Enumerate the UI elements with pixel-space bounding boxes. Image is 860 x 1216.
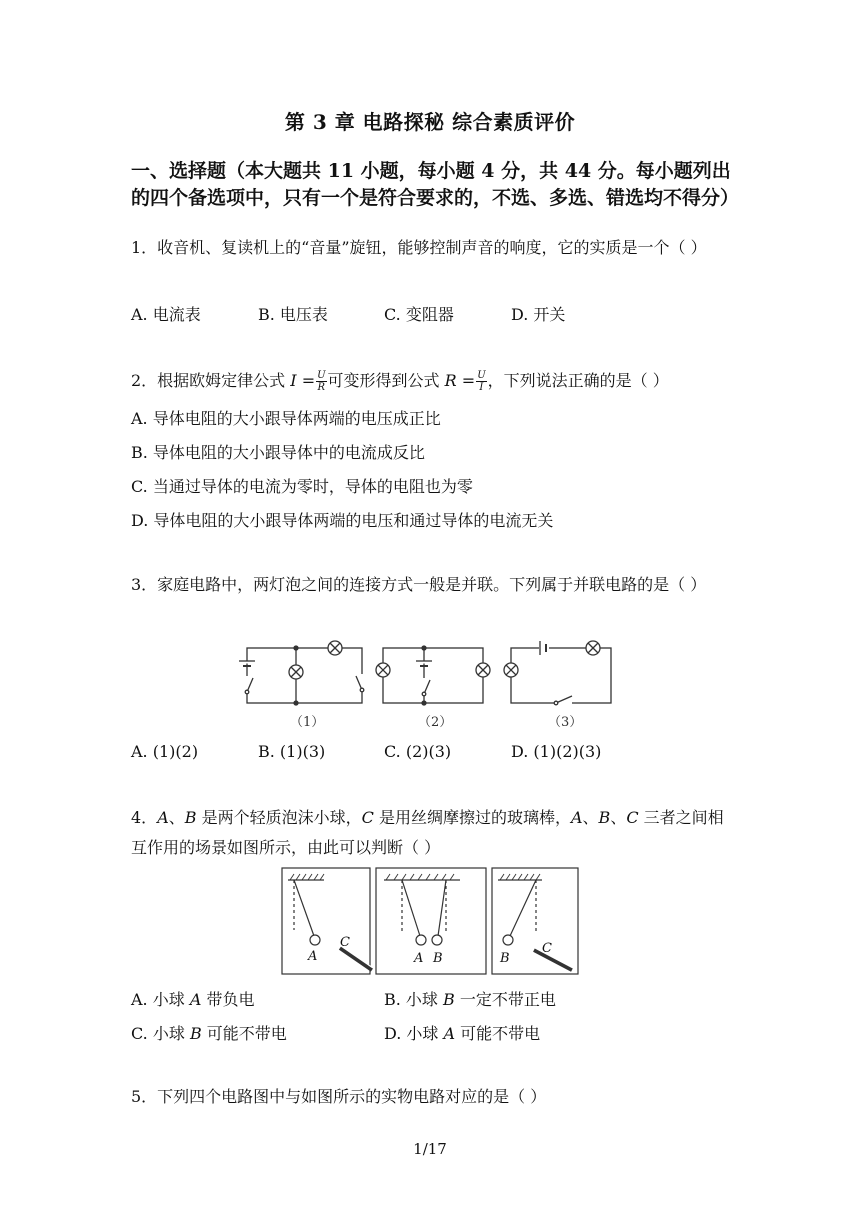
question-4-option-a: A. 小球 A 带负电 bbox=[131, 990, 255, 1009]
ball-a-label: A bbox=[414, 951, 424, 966]
circuit-1 bbox=[239, 641, 364, 705]
question-2-option-c: C. 当通过导体的电流为零时，导体的电阻也为零 bbox=[131, 477, 473, 496]
question-1-option-b: B. 电压表 bbox=[258, 305, 328, 324]
question-4-stem: 4．A、B 是两个轻质泡沫小球，C 是用丝绸摩擦过的玻璃棒，A、B、C 三者之间相互作用的场景如图所示，由此可以判断（ ） bbox=[131, 808, 724, 857]
rod-c-label: C bbox=[542, 941, 552, 956]
question-2-option-d: D. 导体电阻的大小跟导体两端的电压和通过导体的电流无关 bbox=[131, 511, 554, 530]
question-5-stem: 5．下列四个电路图中与如图所示的实物电路对应的是（ ） bbox=[131, 1087, 547, 1106]
question-4-option-c: C. 小球 B 可能不带电 bbox=[131, 1024, 287, 1043]
question-1-option-a: A. 电流表 bbox=[131, 305, 201, 324]
section-heading: 一、选择题（本大题共 11 小题，每小题 4 分，共 44 分。每小题列出的四个备选项中，只有一个是符合要求的，不选、多选、错选均不得分） bbox=[131, 160, 740, 209]
question-4-option-d: D. 小球 A 可能不带电 bbox=[384, 1024, 541, 1043]
question-4-option-b: B. 小球 B 一定不带正电 bbox=[384, 990, 556, 1009]
formula-lhs: R = bbox=[444, 371, 476, 390]
rod-c-label: C bbox=[340, 935, 350, 950]
circuit-3 bbox=[504, 641, 611, 705]
question-1-option-d: D. 开关 bbox=[511, 305, 566, 324]
circuit-3-label: （3） bbox=[548, 715, 583, 730]
circuit-2-label: （2） bbox=[418, 715, 453, 730]
page-title: 第 3 章 电路探秘 综合素质评价 bbox=[284, 110, 576, 134]
circuit-diagrams bbox=[230, 636, 630, 734]
formula-fraction: $\frac{U}{I}$ bbox=[477, 370, 486, 393]
question-3-option-d: D. (1)(2)(3) bbox=[511, 742, 602, 761]
question-2-option-a: A. 导体电阻的大小跟导体两端的电压成正比 bbox=[131, 409, 441, 428]
question-1-option-c: C. 变阻器 bbox=[384, 305, 454, 324]
question-3-option-b: B. (1)(3) bbox=[258, 742, 326, 761]
question-3-option-a: A. (1)(2) bbox=[131, 742, 199, 761]
ball-b-label: B bbox=[433, 951, 443, 966]
question-2-stem: 2．根据欧姆定律公式 I = $\frac{U}{R}$ 可变形得到公式 R = $\frac{U}{I}$ ，下列说法正确的是（ ） bbox=[131, 370, 669, 393]
question-2-option-b: B. 导体电阻的大小跟导体中的电流成反比 bbox=[131, 443, 425, 462]
circuit-2 bbox=[376, 646, 490, 705]
question-1-stem: 1．收音机、复读机上的“音量”旋钮，能够控制声音的响度，它的实质是一个（ ） bbox=[131, 238, 707, 257]
formula-fraction: $\frac{U}{R}$ bbox=[317, 370, 326, 393]
circuit-1-label: （1） bbox=[290, 715, 325, 730]
formula-lhs: I = bbox=[290, 371, 316, 390]
ball-b-label: B bbox=[500, 951, 510, 966]
question-3-stem: 3．家庭电路中，两灯泡之间的连接方式一般是并联。下列属于并联电路的是（ ） bbox=[131, 575, 707, 594]
pendulum-figure bbox=[280, 866, 580, 978]
ball-a-label: A bbox=[308, 949, 318, 964]
question-3-option-c: C. (2)(3) bbox=[384, 742, 452, 761]
page-number: 1/17 bbox=[413, 1140, 447, 1158]
